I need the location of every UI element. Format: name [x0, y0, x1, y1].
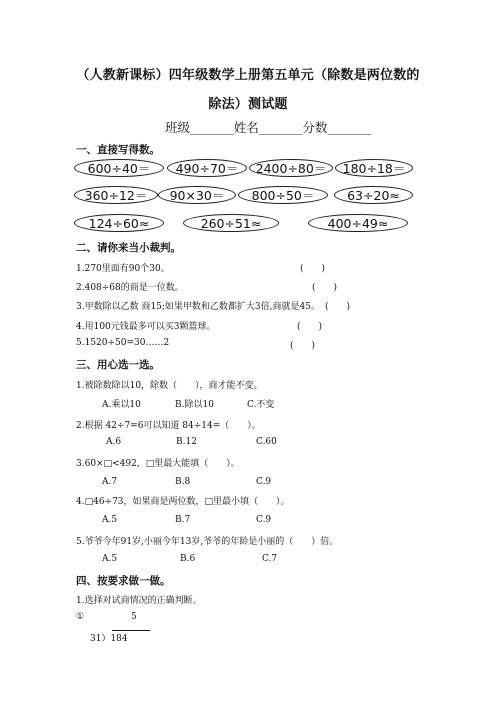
choice-option: B.6: [180, 554, 196, 564]
judge-item: 4.用100元钱最多可以买3颗篮球。: [76, 322, 216, 332]
oral-problem: 63÷20≈: [334, 186, 413, 204]
choice-question: 1.被除数除以10，除数（ ），商才能不变。: [76, 381, 263, 391]
choice-option: C.9: [256, 477, 272, 487]
oral-problem: 800÷50＝: [238, 186, 328, 204]
choice-option: A.5: [102, 515, 118, 525]
task-question: 1.选择对试商情况的正确判断。: [76, 596, 202, 606]
choice-option: A.6: [106, 437, 122, 447]
choice-option: B.7: [175, 515, 191, 525]
choice-option: A.7: [102, 477, 118, 487]
answer-blank: ( ): [300, 264, 326, 274]
answer-blank: ( ): [297, 322, 323, 332]
oral-problem: 260÷51≈: [183, 214, 279, 232]
choice-option: A.5: [102, 554, 118, 564]
oral-problem: 400÷49≈: [308, 214, 408, 232]
choice-question: 4.□46÷73，如果商是两位数，□里最小填（ ）。: [76, 497, 290, 507]
choice-option: C.9: [256, 515, 272, 525]
oral-problem: 90×30＝: [158, 186, 236, 204]
judge-item: 3.甲数除以乙数 商15;如果甲数和乙数都扩大3倍,商就是45。: [76, 302, 320, 312]
choice-option: C.不变: [247, 400, 275, 410]
title-line-1: （人教新课标）四年级数学上册第五单元（除数是两位数的: [76, 68, 420, 83]
item-number-label: ①: [76, 612, 85, 622]
section1-heading: 一、直接写得数。: [76, 144, 160, 156]
choice-option: B.12: [176, 437, 197, 447]
choice-option: C.60: [256, 437, 277, 447]
answer-blank: ( ): [290, 341, 316, 351]
choice-option: B.8: [175, 477, 191, 487]
oral-problem: 2400÷80＝: [249, 159, 333, 177]
oral-problem: 600÷40＝: [74, 159, 164, 177]
oral-problem: 360÷12＝: [74, 186, 158, 204]
oral-problem: 180÷18＝: [335, 159, 413, 177]
judge-item: 1.270里面有90个30。: [76, 264, 170, 274]
section4-heading: 四、按要求做一做。: [76, 575, 171, 587]
judge-item: 2.408÷68的商是一位数。: [76, 283, 184, 293]
choice-option: B.除以10: [175, 400, 214, 410]
quotient-digit: 5: [131, 612, 137, 622]
answer-blank: ( ): [325, 302, 351, 312]
section2-heading: 二、请你来当小裁判。: [76, 242, 181, 254]
choice-option: A.乘以10: [102, 400, 141, 410]
oral-problem: 490÷70＝: [167, 159, 247, 177]
title-line-2: 除法）测试题: [208, 97, 288, 112]
oral-problem: 124÷60≈: [74, 214, 164, 232]
choice-question: 2.根据 42÷7=6可以知道 84÷14=（ ）。: [76, 421, 261, 431]
choice-question: 5.爷爷今年91岁,小丽今年13岁,爷爷的年龄是小丽的（ ）倍。: [76, 537, 339, 547]
choice-option: C.7: [262, 554, 278, 564]
choice-question: 3.60×□<492，□里最大能填（ ）。: [76, 459, 240, 469]
long-division-expression: 31）184: [90, 634, 128, 644]
section3-heading: 三、用心选一选。: [76, 359, 160, 371]
student-info-line: 班级_______姓名_______分数_______: [165, 120, 372, 135]
answer-blank: ( ): [312, 283, 338, 293]
judge-item: 5.1520÷50=30……2: [76, 338, 170, 348]
